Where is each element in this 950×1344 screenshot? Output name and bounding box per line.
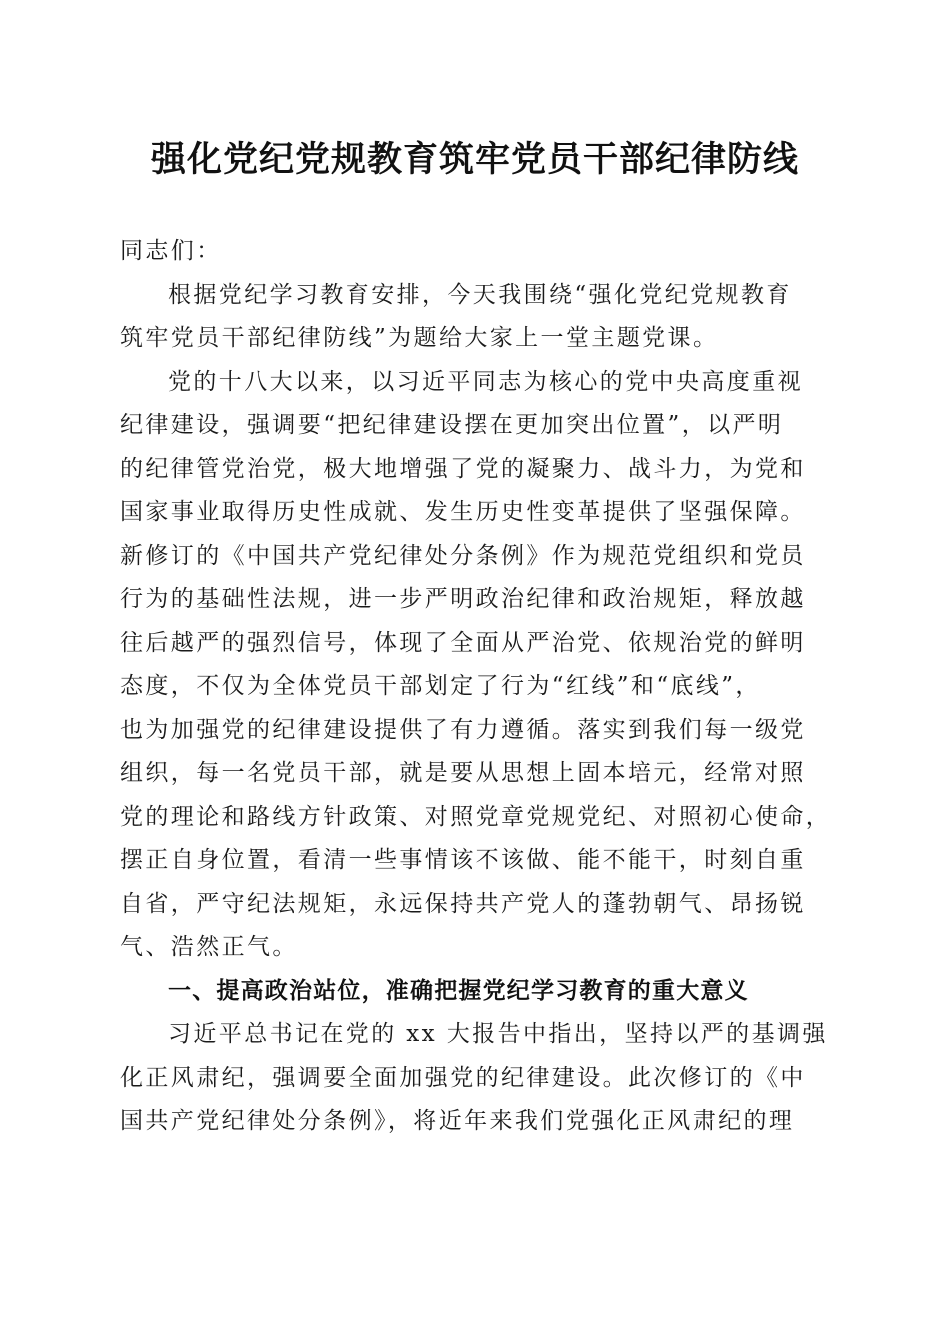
paragraph-line: 习近平总书记在党的 xx 大报告中指出，坚持以严的基调强 [168, 1021, 828, 1047]
paragraph-line: 党的十八大以来，以习近平同志为核心的党中央高度重视 [168, 368, 803, 395]
paragraph-line: 党的理论和路线方针政策、对照党章党规党纪、对照初心使命， [120, 803, 832, 830]
salutation: 同志们： [120, 238, 222, 264]
paragraph-line: 国家事业取得历史性成就、发生历史性变革提供了坚强保障。 [120, 499, 806, 525]
paragraph-line: 国共产党纪律处分条例》，将近年来我们党强化正风肃纪的理 [120, 1108, 795, 1134]
paragraph-line: 的纪律管党治党，极大地增强了党的凝聚力、战斗力，为党和 [120, 455, 806, 482]
paragraph-line: 往后越严的强烈信号，体现了全面从严治党、依规治党的鲜明 [120, 629, 806, 656]
paragraph-line: 组织，每一名党员干部，就是要从思想上固本培元，经常对照 [120, 760, 806, 786]
paragraph-line: 行为的基础性法规，进一步严明政治纪律和政治规矩，释放越 [120, 586, 806, 612]
paragraph-line: 新修订的《中国共产党纪律处分条例》作为规范党组织和党员 [120, 542, 806, 569]
paragraph-line: 根据党纪学习教育安排，今天我围绕“强化党纪党规教育 [168, 281, 792, 308]
section-heading: 一、提高政治站位，准确把握党纪学习教育的重大意义 [168, 977, 749, 1004]
paragraph-line: 态度，不仅为全体党员干部划定了行为“红线”和“底线”， [120, 673, 761, 699]
paragraph-line: 纪律建设，强调要“把纪律建设摆在更加突出位置”，以严明 [120, 412, 784, 438]
paragraph-line: 摆正自身位置，看清一些事情该不该做、能不能干，时刻自重 [120, 847, 806, 873]
paragraph-line: 气、浩然正气。 [120, 934, 298, 960]
paragraph-line: 化正风肃纪，强调要全面加强党的纪律建设。此次修订的《中 [120, 1064, 806, 1091]
paragraph-line: 自省，严守纪法规矩，永远保持共产党人的蓬勃朝气、昂扬锐 [120, 890, 806, 917]
document-title: 强化党纪党规教育筑牢党员干部纪律防线 [150, 139, 799, 180]
document-body [120, 230, 830, 1144]
paragraph-line: 筑牢党员干部纪律防线”为题给大家上一堂主题党课。 [120, 325, 719, 351]
paragraph-line: 也为加强党的纪律建设提供了有力遵循。落实到我们每一级党 [120, 716, 806, 743]
